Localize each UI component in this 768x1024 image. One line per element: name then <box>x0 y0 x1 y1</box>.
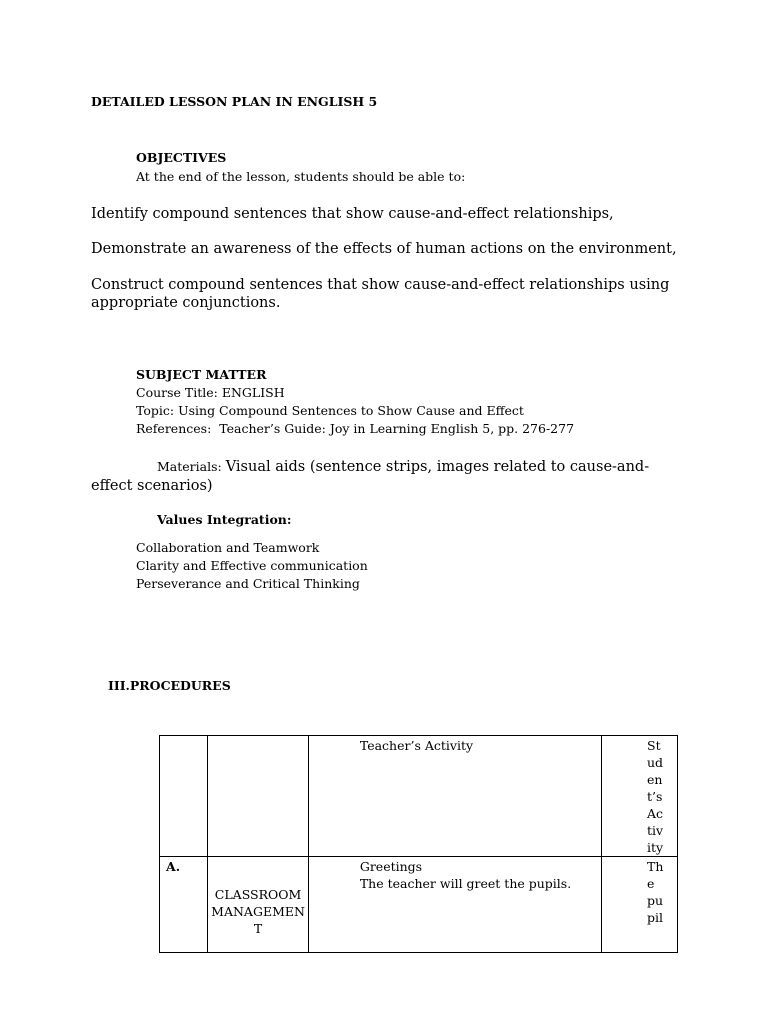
objectives-intro: At the end of the lesson, students should be able to: <box>136 169 466 184</box>
table-row <box>160 857 678 953</box>
materials-label: Materials: <box>157 459 226 474</box>
references: References: Teacher’s Guide: Joy in Learning English 5, pp. 276-277 <box>136 421 575 436</box>
topic: Topic: Using Compound Sentences to Show Cause and Effect <box>136 403 524 418</box>
value-item: Collaboration and Teamwork <box>136 540 320 555</box>
procedures-table <box>159 735 678 953</box>
document-title: DETAILED LESSON PLAN IN ENGLISH 5 <box>91 94 378 109</box>
student-activity-header: Student’s Activity <box>647 738 664 855</box>
procedures-heading: III.PROCEDURES <box>108 678 231 693</box>
course-title: Course Title: ENGLISH <box>136 385 285 400</box>
value-item: Perseverance and Critical Thinking <box>136 576 360 591</box>
values-integration-heading: Values Integration: <box>157 512 292 527</box>
teacher-activity-header: Teacher’s Activity <box>308 736 601 857</box>
student-activity-text: The pupil <box>647 859 664 925</box>
teacher-activity-title: Greetings <box>359 859 423 874</box>
table-header-row <box>160 736 678 857</box>
step-letter: A. <box>160 857 208 953</box>
value-item: Clarity and Effective communication <box>136 558 368 573</box>
teacher-activity-cell <box>308 857 601 953</box>
objectives-heading: OBJECTIVES <box>136 150 227 165</box>
objective-item: Construct compound sentences that show cause-and-effect relationships using appropriate conjunctions. <box>91 277 670 311</box>
student-activity-header-cell <box>601 736 677 857</box>
student-activity-cell <box>601 857 677 953</box>
materials <box>91 456 651 494</box>
materials-text: Visual aids (sentence strips, images related to cause-and-effect scenarios) <box>91 459 650 494</box>
objective-item: Identify compound sentences that show cause-and-effect relationships, <box>91 206 614 222</box>
objective-item: Demonstrate an awareness of the effects of human actions on the environment, <box>91 241 677 257</box>
subject-matter-heading: SUBJECT MATTER <box>136 367 267 382</box>
table-cell <box>160 736 208 857</box>
teacher-activity-text: The teacher will greet the pupils. <box>359 876 572 891</box>
step-phase: CLASSROOM MANAGEMENT <box>208 857 309 953</box>
table-cell <box>208 736 309 857</box>
